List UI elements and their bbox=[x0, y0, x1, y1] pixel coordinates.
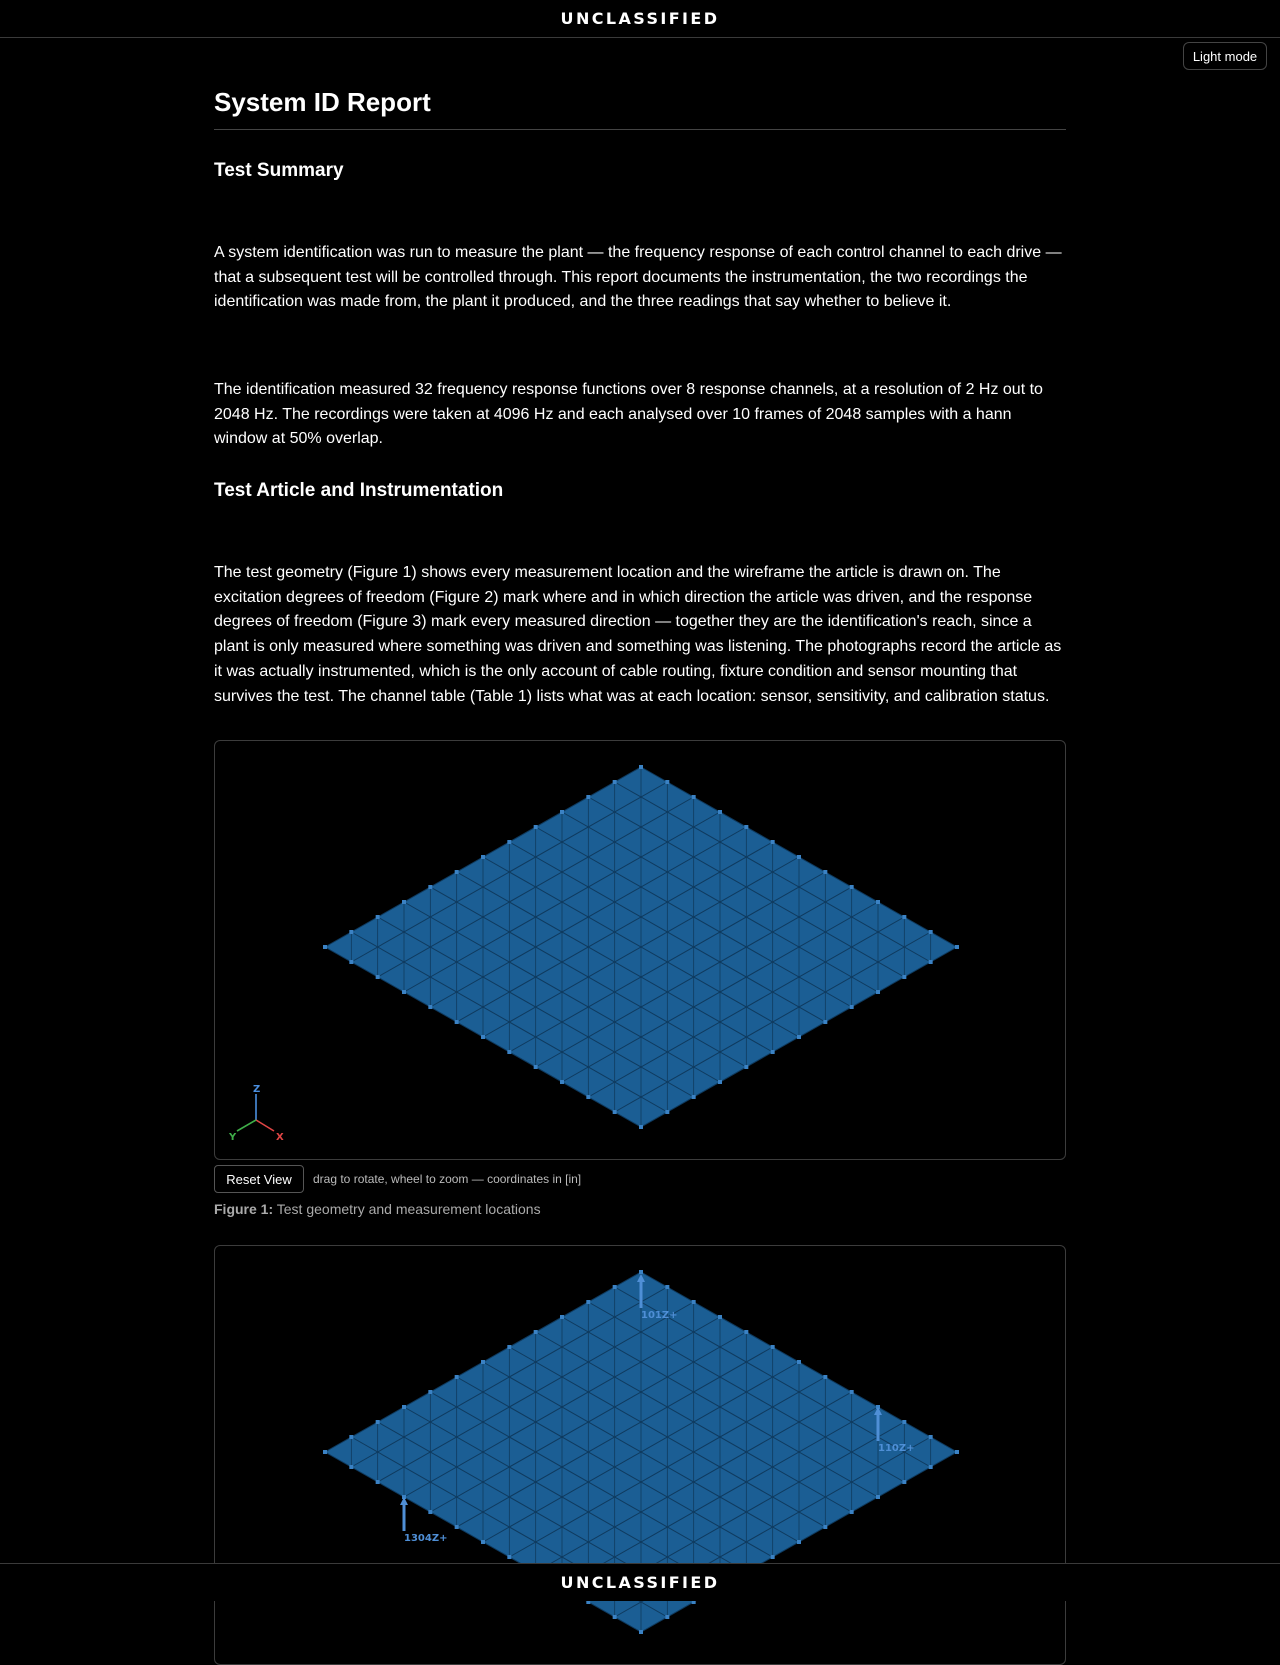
measurement-node bbox=[481, 1540, 485, 1544]
viewer-hint: drag to rotate, wheel to zoom — coordinates in [in] bbox=[313, 1172, 582, 1186]
measurement-node bbox=[376, 1480, 380, 1484]
measurement-node bbox=[823, 870, 827, 874]
measurement-node bbox=[455, 1525, 459, 1529]
measurement-node bbox=[613, 1285, 617, 1289]
section-heading-test-summary: Test Summary bbox=[214, 160, 344, 181]
page-title: System ID Report bbox=[214, 87, 431, 117]
summary-paragraph-1: A system identification was run to measure the plant — the frequency response of each control channel to each drive — that a subsequent test will be controlled through. This report documents the instrumentation, the two recordings the identification was made from, the plant it produced, and the three readings that say whether to believe it. bbox=[214, 244, 1062, 311]
measurement-node bbox=[349, 960, 353, 964]
measurement-node bbox=[665, 1110, 669, 1114]
classification-banner-top: UNCLASSIFIED bbox=[0, 0, 1280, 38]
dof-label: 101Z+ bbox=[641, 1310, 678, 1321]
measurement-node bbox=[955, 945, 959, 949]
measurement-node bbox=[850, 1510, 854, 1514]
measurement-node bbox=[534, 825, 538, 829]
measurement-node bbox=[902, 1420, 906, 1424]
classification-banner-bottom: UNCLASSIFIED bbox=[0, 1563, 1280, 1601]
measurement-node bbox=[718, 1080, 722, 1084]
measurement-node bbox=[507, 840, 511, 844]
figure-1-caption bbox=[214, 1200, 541, 1218]
measurement-node bbox=[850, 1005, 854, 1009]
measurement-node bbox=[455, 1020, 459, 1024]
measurement-node bbox=[744, 825, 748, 829]
measurement-node bbox=[560, 810, 564, 814]
measurement-node bbox=[665, 1615, 669, 1619]
measurement-node bbox=[349, 1435, 353, 1439]
measurement-node bbox=[665, 1285, 669, 1289]
measurement-node bbox=[376, 975, 380, 979]
y-axis-icon bbox=[237, 1120, 256, 1131]
measurement-node bbox=[428, 885, 432, 889]
measurement-node bbox=[771, 840, 775, 844]
dof-label: 110Z+ bbox=[878, 1443, 915, 1454]
dof-label: 1304Z+ bbox=[404, 1533, 448, 1544]
measurement-node bbox=[797, 1360, 801, 1364]
z-axis-label: Z bbox=[253, 1084, 261, 1095]
measurement-node bbox=[692, 1300, 696, 1304]
measurement-node bbox=[455, 870, 459, 874]
measurement-node bbox=[323, 1450, 327, 1454]
measurement-node bbox=[428, 1005, 432, 1009]
measurement-node bbox=[955, 1450, 959, 1454]
measurement-node bbox=[718, 810, 722, 814]
measurement-node bbox=[613, 780, 617, 784]
measurement-node bbox=[481, 1360, 485, 1364]
measurement-node bbox=[428, 1390, 432, 1394]
measurement-node bbox=[929, 930, 933, 934]
measurement-node bbox=[771, 1345, 775, 1349]
measurement-node bbox=[402, 900, 406, 904]
measurement-node bbox=[797, 1540, 801, 1544]
measurement-node bbox=[586, 1095, 590, 1099]
measurement-node bbox=[560, 1315, 564, 1319]
measurement-node bbox=[902, 975, 906, 979]
measurement-node bbox=[586, 795, 590, 799]
measurement-node bbox=[876, 1495, 880, 1499]
measurement-node bbox=[639, 765, 643, 769]
excitation-dof-viewer[interactable] bbox=[214, 1245, 1066, 1665]
measurement-node bbox=[902, 1480, 906, 1484]
measurement-node bbox=[876, 900, 880, 904]
plate-mesh bbox=[323, 765, 959, 1129]
measurement-node bbox=[507, 1050, 511, 1054]
measurement-node bbox=[929, 1435, 933, 1439]
measurement-node bbox=[586, 1300, 590, 1304]
measurement-node bbox=[797, 1035, 801, 1039]
x-axis-icon bbox=[256, 1120, 274, 1131]
measurement-node bbox=[797, 855, 801, 859]
measurement-node bbox=[639, 1630, 643, 1634]
measurement-node bbox=[850, 1390, 854, 1394]
figure-1-caption-label: Figure 1: bbox=[214, 1201, 274, 1217]
measurement-node bbox=[507, 1555, 511, 1559]
measurement-node bbox=[639, 1125, 643, 1129]
measurement-node bbox=[665, 780, 669, 784]
measurement-node bbox=[929, 1465, 933, 1469]
measurement-node bbox=[323, 945, 327, 949]
figure-1-caption-text: Test geometry and measurement locations bbox=[276, 1201, 541, 1217]
y-axis-label: Y bbox=[229, 1132, 237, 1143]
measurement-node bbox=[455, 1375, 459, 1379]
summary-paragraph-2: The identification measured 32 frequency response functions over 8 response channels, at a resolution of 2 Hz out to 2048 Hz. The recordings were taken at 4096 Hz and each analysed over 10 frames of 2048 samples with a hann window at 50% overlap. bbox=[214, 381, 1043, 448]
measurement-node bbox=[613, 1615, 617, 1619]
measurement-node bbox=[376, 915, 380, 919]
measurement-node bbox=[823, 1020, 827, 1024]
measurement-node bbox=[481, 855, 485, 859]
measurement-node bbox=[850, 885, 854, 889]
measurement-node bbox=[639, 1270, 643, 1274]
geometry-canvas[interactable] bbox=[215, 741, 1066, 1160]
measurement-node bbox=[428, 1510, 432, 1514]
measurement-node bbox=[771, 1555, 775, 1559]
axis-triad bbox=[228, 1084, 284, 1143]
measurement-node bbox=[349, 930, 353, 934]
theme-toggle-button[interactable]: Light mode bbox=[1183, 42, 1267, 70]
geometry-viewer[interactable] bbox=[214, 740, 1066, 1160]
measurement-node bbox=[876, 990, 880, 994]
measurement-node bbox=[744, 1065, 748, 1069]
section-heading-instrumentation: Test Article and Instrumentation bbox=[214, 480, 504, 501]
x-axis-label: X bbox=[276, 1132, 284, 1143]
measurement-node bbox=[771, 1050, 775, 1054]
measurement-node bbox=[534, 1330, 538, 1334]
measurement-node bbox=[402, 1405, 406, 1409]
measurement-node bbox=[349, 1465, 353, 1469]
measurement-node bbox=[613, 1110, 617, 1114]
measurement-node bbox=[560, 1080, 564, 1084]
measurement-node bbox=[376, 1420, 380, 1424]
instrumentation-paragraph: The test geometry (Figure 1) shows every measurement location and the wireframe the article is drawn on. The excitation degrees of freedom (Figure 2) mark where and in which direction the article was driven, and the response degrees of freedom (Figure 3) mark every measured direction — together they are the identification's reach, since a plant is only measured where something was driven and something was listening. The photographs record the article as it was actually instrumented, which is the only account of cable routing, fixture condition and sensor mounting that survives the test. The channel table (Table 1) lists what was at each location: sensor, sensitivity, and calibration status. bbox=[214, 564, 1062, 705]
measurement-node bbox=[692, 1095, 696, 1099]
measurement-node bbox=[402, 990, 406, 994]
measurement-node bbox=[823, 1375, 827, 1379]
measurement-node bbox=[744, 1330, 748, 1334]
reset-view-button[interactable]: Reset View bbox=[214, 1165, 304, 1193]
title-divider bbox=[214, 129, 1066, 130]
measurement-node bbox=[929, 960, 933, 964]
excitation-canvas[interactable] bbox=[215, 1246, 1066, 1665]
measurement-node bbox=[902, 915, 906, 919]
measurement-node bbox=[507, 1345, 511, 1349]
measurement-node bbox=[718, 1315, 722, 1319]
measurement-node bbox=[692, 795, 696, 799]
measurement-node bbox=[823, 1525, 827, 1529]
measurement-node bbox=[534, 1065, 538, 1069]
measurement-node bbox=[481, 1035, 485, 1039]
